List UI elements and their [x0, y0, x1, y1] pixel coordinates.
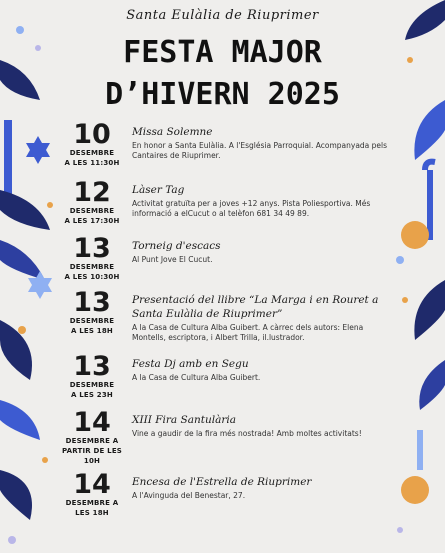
event-description: Activitat gratuïta per a joves +12 anys. Pista Poliesportiva. Més informació a elCucut o al telèfon 681 34 49 89. — [132, 199, 371, 218]
ornament-icon — [401, 221, 429, 249]
event-when: A LES 11:30H — [64, 159, 120, 167]
event-when: DESEMBRE — [69, 317, 115, 325]
dot-icon — [42, 457, 48, 463]
event-when: DESEMBRE — [69, 149, 115, 157]
event-when: DESEMBRE — [69, 263, 115, 271]
event-item — [60, 287, 400, 354]
event-date — [60, 119, 124, 180]
event-name: Presentació del llibre “La Marga i en Rouret a Santa Eulàlia de Riuprimer” — [132, 294, 379, 320]
event-item — [60, 469, 400, 532]
event-list — [60, 119, 400, 532]
event-name: Encesa de l'Estrella de Riuprimer — [132, 476, 312, 488]
event-day: 14 — [73, 469, 111, 500]
leaf-icon — [419, 360, 445, 410]
leaf-icon — [414, 280, 445, 340]
event-info — [124, 236, 394, 290]
event-date — [60, 469, 124, 532]
event-description: A l'Avinguda del Benestar, 27. — [132, 491, 246, 500]
town-subtitle: Santa Eulàlia de Riuprimer — [126, 8, 319, 23]
event-item — [60, 177, 400, 236]
event-info — [124, 354, 394, 410]
event-item — [60, 119, 400, 180]
event-date — [60, 287, 124, 354]
event-date — [60, 351, 124, 410]
event-when: DESEMBRE — [69, 381, 115, 389]
event-name: Missa Solemne — [132, 126, 213, 138]
ornament-icon — [401, 476, 429, 504]
event-when: DESEMBRE — [69, 207, 115, 215]
event-day: 10 — [73, 119, 111, 150]
event-name: Torneig d'escacs — [132, 240, 221, 252]
event-description: A la Casa de Cultura Alba Guibert. — [132, 373, 261, 382]
event-name: Festa Dj amb en Segu — [132, 358, 249, 370]
event-item — [60, 233, 400, 290]
event-name: Làser Tag — [132, 184, 185, 196]
event-item — [60, 407, 400, 472]
leaf-icon — [0, 320, 32, 380]
event-when: A LES 10:30H — [64, 273, 120, 281]
event-when: A LES 18H — [71, 327, 113, 335]
event-day: 12 — [73, 177, 111, 208]
leaf-icon — [0, 240, 45, 280]
event-info — [124, 180, 394, 236]
event-date — [60, 233, 124, 290]
event-description: A la Casa de Cultura Alba Guibert. A càrrec dels autors: Elena Montells, escriptora, i Albert Trilla, il.lustrador. — [132, 323, 364, 342]
event-info — [124, 290, 394, 354]
star-icon — [26, 136, 50, 164]
event-description: Al Punt Jove El Cucut. — [132, 255, 213, 264]
leaf-icon — [0, 190, 50, 230]
event-day: 13 — [73, 351, 111, 382]
event-day: 13 — [73, 233, 111, 264]
event-when: PARTIR DE LES 10H — [61, 447, 123, 465]
event-info — [124, 410, 394, 472]
event-description: Vine a gaudir de la fira més nostrada! Amb moltes activitats! — [132, 429, 362, 438]
dot-icon — [16, 26, 24, 34]
event-description: En honor a Santa Eulàlia. A l'Església Parroquial. Acompanyada pels Cantaires de Riuprimer. — [132, 141, 388, 160]
event-when: DESEMBRE A — [65, 437, 119, 445]
event-item — [60, 351, 400, 410]
dot-icon — [18, 326, 26, 334]
event-day: 14 — [73, 407, 111, 438]
event-day: 13 — [73, 287, 111, 318]
dot-icon — [8, 536, 16, 544]
event-info — [124, 472, 394, 532]
leaf-icon — [0, 470, 32, 520]
leaf-icon — [0, 400, 40, 440]
page-title-line2: D’HIVERN 2025 — [105, 77, 340, 112]
event-date — [60, 407, 124, 472]
dot-icon — [402, 297, 408, 303]
event-name: XIII Fira Santulària — [132, 414, 236, 426]
event-when: DESEMBRE A — [65, 499, 119, 507]
event-when: A LES 17:30H — [64, 217, 120, 225]
event-when: LES 18H — [75, 509, 109, 517]
event-info — [124, 122, 394, 180]
event-date — [60, 177, 124, 236]
page-title-line1: FESTA MAJOR — [123, 35, 322, 70]
dot-icon — [47, 202, 53, 208]
event-when: A LES 23H — [71, 391, 113, 399]
